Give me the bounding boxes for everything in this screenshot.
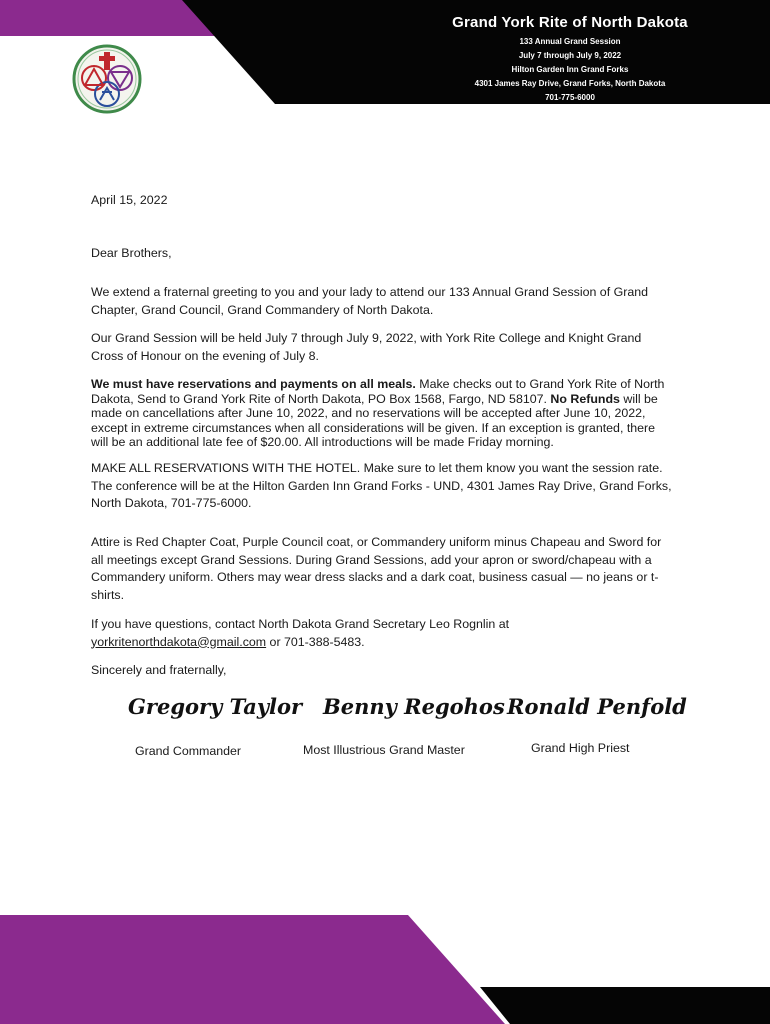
header-address-line: 4301 James Ray Drive, Grand Forks, North Dakota [474,79,666,88]
email-link[interactable]: yorkritenorthdakota@gmail.com [91,634,267,649]
reservations-payment-text: Make checks out to Grand York Rite of North Dakota, Send to Grand York Rite of North Dakota, PO Box 1568, Fargo, ND 58107. [91,377,665,406]
header-session-line: 133 Annual Grand Session [519,37,621,46]
header-venue-line: Hilton Garden Inn Grand Forks [511,65,629,74]
refund-policy-text: will be made on cancellations after June 10, 2022, and no reservations will be accepted after June 10, 2022, except in extreme circumstances when all considerations will be given. If an exception is granted, there will be an additional late fee of $20.00. All introductions will be made Friday morning. [91,391,658,449]
letter-closing: Sincerely and fraternally, [91,663,227,677]
reservations-notice-bold: We must have reservations and payments on all meals. [91,377,416,391]
paragraph-hotel [91,460,675,513]
header-phone-line: 701-775-6000 [545,93,595,102]
paragraph-contact [91,616,675,651]
paragraph-session-dates [91,330,675,365]
contact-text: If you have questions, contact North Dakota Grand Secretary Leo Rognlin at [91,617,510,631]
paragraph-hotel-text: MAKE ALL RESERVATIONS WITH THE HOTEL. Make sure to let them know you want the session rate. The conference will be at the Hilton Garden Inn Grand Forks - UND, 4301 James Ray Drive, Grand Forks, North Dakota, 701-775-6000. [91,461,672,510]
footer-black-band [480,987,770,1024]
header-dates-line: July 7 through July 9, 2022 [518,51,622,60]
title-grand-master: Most Illustrious Grand Master [303,743,465,757]
paragraph-greeting-text: We extend a fraternal greeting to you and your lady to attend our 133 Annual Grand Session of Grand Chapter, Grand Council, Grand Commandery of North Dakota. [91,285,649,317]
paragraph-session-dates-text: Our Grand Session will be held July 7 through July 9, 2022, with York Rite College and Knight Grand Cross of Honour on the evening of July 8. [91,331,642,363]
letter-salutation: Dear Brothers, [91,246,172,260]
signature-grand-high-priest: Ronald Penfold [507,694,687,719]
paragraph-attire-text: Attire is Red Chapter Coat, Purple Council coat, or Commandery uniform minus Chapeau and Sword for all meetings except Grand Sessions. During Grand Sessions, add your apron or sword/chapeau with a Commandery uniform. Others may wear dress slacks and a dark coat, business casual — no jeans or t-shirts. [91,535,662,602]
title-grand-commander: Grand Commander [135,744,242,758]
paragraph-attire [91,534,675,604]
title-grand-high-priest: Grand High Priest [531,741,630,755]
footer-purple-band [0,915,505,1024]
signature-grand-master: Benny Regohos [323,694,505,719]
no-refunds-bold: No Refunds [550,391,620,406]
header-text-block [380,14,760,105]
york-rite-emblem-logo [72,44,142,114]
organization-name: Grand York Rite of North Dakota [452,14,688,31]
contact-phone-text: or 701-388-5483. [266,634,365,649]
letter-date: April 15, 2022 [91,193,168,207]
signature-grand-commander: Gregory Taylor [128,694,303,719]
paragraph-greeting [91,284,675,319]
footer-banner [0,915,770,1024]
paragraph-reservations [91,377,675,450]
